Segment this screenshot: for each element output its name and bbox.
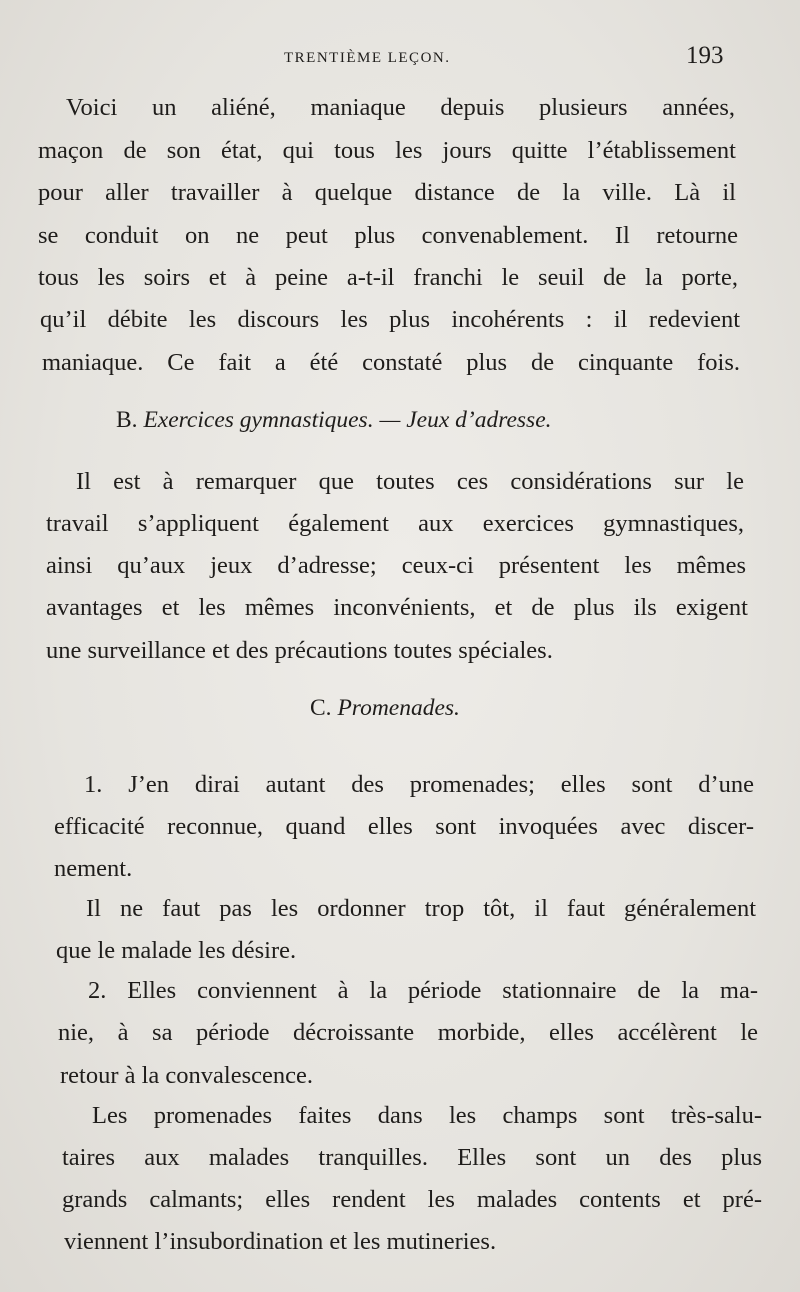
section-letter: B. [116,407,138,433]
text-line: Les promenades faites dans les champs sont très-salu- [92,1102,762,1129]
text-line: travail s’appliquent également aux exercices gymnastiques, [46,510,744,537]
text-line: tous les soirs et à peine a-t-il franchi le seuil de la porte, [38,264,738,291]
text-line: retour à la convalescence. [60,1062,314,1089]
text-line: nie, à sa période décroissante morbide, elles accélèrent le [58,1019,758,1046]
text-line: que le malade les désire. [56,937,297,964]
text-line: se conduit on ne peut plus convenablement. Il retourne [38,222,738,249]
section-title: Exercices gymnastiques. — Jeux d’adresse. [143,407,552,433]
text-line: ainsi qu’aux jeux d’adresse; ceux-ci présentent les mêmes [46,552,746,579]
page-header [0,42,800,82]
text-line: une surveillance et des précautions toutes spéciales. [46,637,553,664]
text-line: taires aux malades tranquilles. Elles sont un des plus [62,1144,762,1171]
text-line: pour aller travailler à quelque distance de la ville. Là il [38,179,736,206]
text-line: Il est à remarquer que toutes ces considérations sur le [76,468,744,495]
text-line: maçon de son état, qui tous les jours quitte l’établissement [38,137,736,164]
text-line: 1. J’en dirai autant des promenades; elles sont d’une [84,771,754,798]
page-number: 193 [686,42,724,69]
text-line: nement. [54,855,133,882]
text-line: maniaque. Ce fait a été constaté plus de cinquante fois. [42,349,740,376]
text-line: viennent l’insubordination et les mutineries. [64,1228,497,1255]
section-heading-b [116,405,552,435]
text-line: Il ne faut pas les ordonner trop tôt, il faut généralement [86,895,756,922]
text-line: efficacité reconnue, quand elles sont invoquées avec discer- [54,813,754,840]
section-title: Promenades. [337,695,460,721]
section-letter: C. [310,695,332,721]
text-line: avantages et les mêmes inconvénients, et de plus ils exigent [46,594,748,621]
section-heading-c [310,693,460,723]
text-line: qu’il débite les discours les plus incohérents : il redevient [40,306,740,333]
text-line: 2. Elles conviennent à la période stationnaire de la ma- [88,977,758,1004]
running-title: TRENTIÈME LEÇON. [284,50,451,66]
text-line: Voici un aliéné, maniaque depuis plusieurs années, [66,94,735,121]
text-line: grands calmants; elles rendent les malades contents et pré- [62,1186,762,1213]
